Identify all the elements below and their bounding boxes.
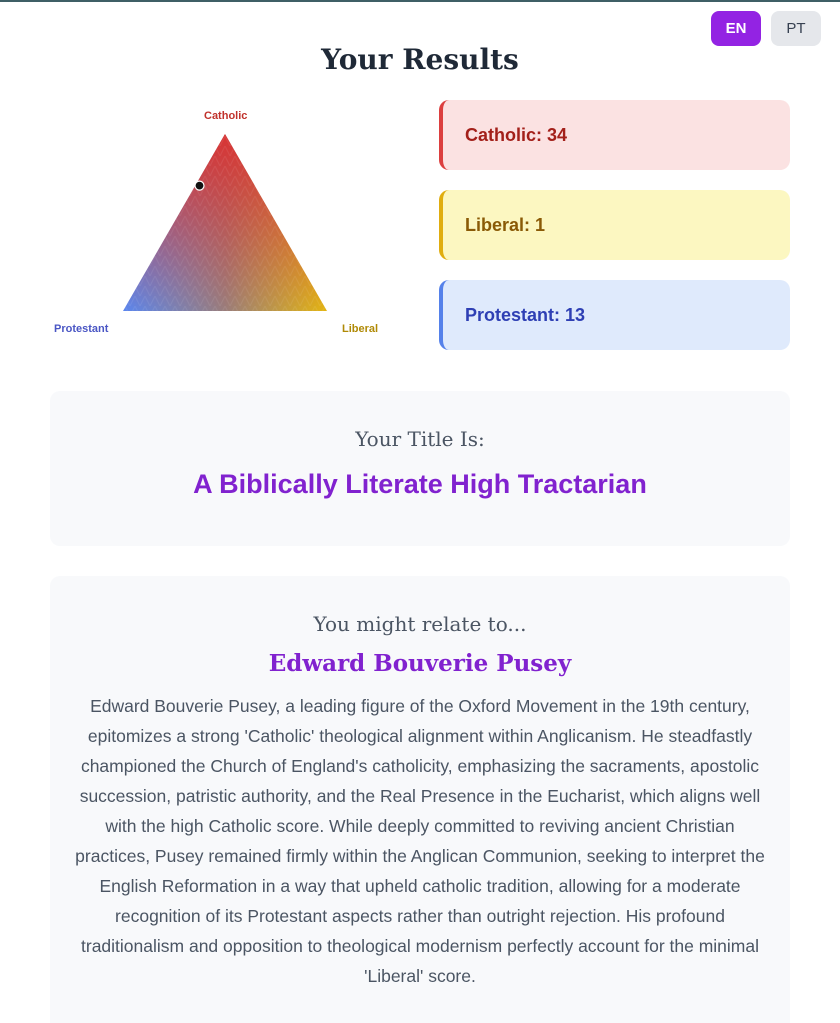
result-marker (195, 181, 204, 190)
triangle-label-liberal: Liberal (342, 323, 379, 335)
triangle-plot (50, 106, 390, 346)
top-border (0, 0, 840, 2)
relate-card (50, 576, 790, 1023)
score-list (439, 100, 790, 370)
score-card-catholic (439, 100, 790, 170)
relate-heading: You might relate to... (313, 612, 527, 636)
triangle-label-protestant: Protestant (54, 323, 109, 335)
score-protestant-label: Protestant: 13 (465, 304, 586, 325)
score-card-protestant (439, 280, 790, 350)
triangle-mesh (123, 134, 327, 311)
relate-person-name: Edward Bouverie Pusey (268, 650, 572, 677)
title-heading: Your Title Is: (355, 427, 485, 451)
score-card-liberal (439, 190, 790, 260)
score-catholic-label: Catholic: 34 (465, 124, 568, 145)
triangle-label-catholic: Catholic (204, 110, 248, 122)
title-card (50, 391, 790, 546)
relate-description: Edward Bouverie Pusey, a leading figure of the Oxford Movement in the 19th century, epitomizes a strong 'Catholic' theological alignment within Anglicanism. He steadfastly championed the Church of England's catholicity, emphasizing the sacraments, apostolic succession, patristic authority, and the Real Presence in the Eucharist, which aligns well with the high Catholic score. While deeply committed to reviving ancient Christian practices, Pusey remained firmly within the Anglican Communion, seeking to interpret the English Reformation in a way that upheld catholic tradition, allowing for a moderate recognition of its Protestant aspects rather than outright rejection. His profound traditionalism and opposition to theological modernism perfectly account for the minimal 'Liberal' score. (75, 696, 765, 986)
result-title: A Biblically Literate High Tractarian (193, 469, 647, 499)
triangle-svg (50, 106, 390, 346)
language-switch (711, 11, 821, 46)
score-liberal-label: Liberal: 1 (465, 214, 546, 235)
language-en-button[interactable]: EN (711, 11, 761, 46)
page-title: Your Results (321, 43, 519, 76)
language-pt-button[interactable]: PT (771, 11, 821, 46)
